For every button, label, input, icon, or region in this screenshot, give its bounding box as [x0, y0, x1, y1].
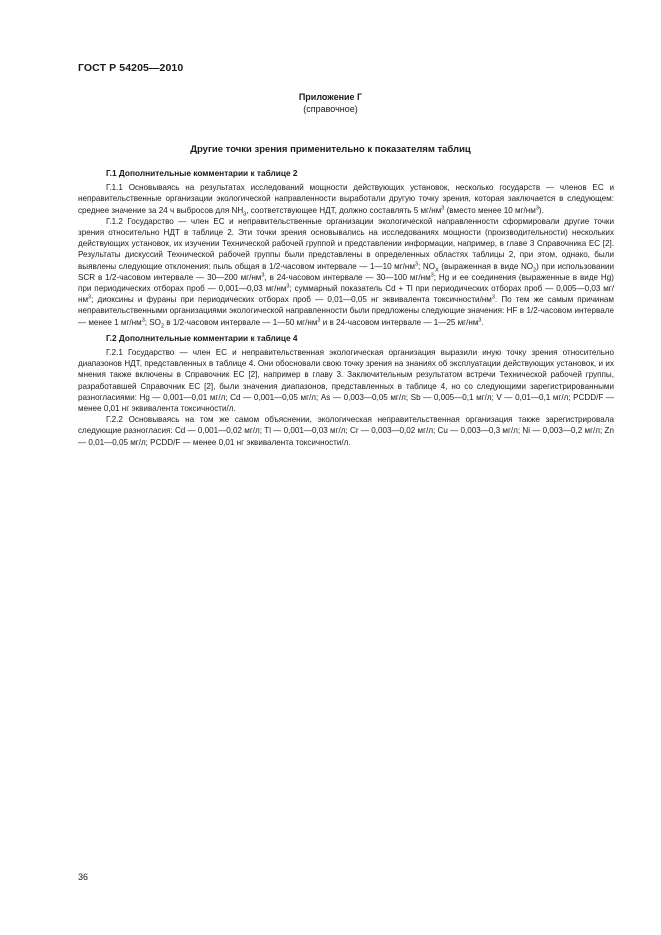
- paragraph-g1-2: Г.1.2 Государство — член ЕС и неправительственные организации экологической направленности сформировали другие точки зрения относительно НДТ в таблице 2. Эти точки зрения основывались на исследованиях мощности (производительности) нескольких действующих установок, их изучении Технической рабочей группой и представлении информации, например, в главе 3 Справочника ЕС [2]. Результаты дискуссий Технической рабочей группы были представлены в определенных областях таблицы 2, при этом, однако, были выявлены следующие отклонения: пыль общая в 1/2-часовом интервале — 1—10 $мг/нм^3$; $NO_X$ (выраженная в виде $NO_2$) при использовании SCR в 1/2-часовом интервале — 30—200 $мг/нм^3$, в 24-часовом интервале — 30—100 $мг/нм^3$; Hg и ее соединения (выраженные в виде Hg) при периодических отборах проб — 0,001—0,03 $мг/нм^3$; суммарный показатель Cd + Tl при периодических отборах проб — 0,005—0,03 $мг/нм^3$; диоксины и фураны при периодических отборах проб — 0,01—0,05 нг эквивалента токсичности/$нм^3$. По тем же самым причинам неправительственными организациями экологической направленности были предложены следующие значения: HF в 1/2-часовом интервале — менее 1 $мг/нм^3$; $SO_2$ в 1/2-часовом интервале — 1—50 $мг/нм^3$ и в 24-часовом интервале — 1—25 $мг/нм^3$.: [78, 216, 614, 330]
- section-heading-g1: Г.1 Дополнительные комментарии к таблице 2: [106, 168, 298, 178]
- appendix-subtitle: (справочное): [303, 104, 358, 114]
- paragraph-g2-2: Г.2.2 Основываясь на том же самом объяснении, экологическая неправительственная организация также зарегистрировала следующие разногласия: Cd — 0,001—0,02 мг/л; Tl — 0,001—0,03 мг/л; Cr — 0,003—0,02 мг/л; Cu — 0,003—0,3 мг/л; Ni — 0,003—0,2 мг/л; Zn — 0,01—0,05 мг/л; PCDD/F — менее 0,01 нг эквивалента токсичности/л.: [78, 415, 614, 447]
- appendix-title: Приложение Г: [298, 92, 363, 102]
- document-code: ГОСТ Р 54205—2010: [78, 62, 184, 74]
- section-heading-g2: Г.2 Дополнительные комментарии к таблице 4: [106, 332, 298, 343]
- page-title: Другие точки зрения применительно к показателям таблиц: [190, 144, 471, 155]
- paragraph-g2-1: Г.2.1 Государство — член ЕС и неправительственная экологическая организация выразили иную точку зрения относительно диапазонов НДТ, представленных в таблице 4. Они обосновали свою точку зрения на знаниях об эксплуатации действующих установок, и их мнения также включены в Справочник ЕС [2], например в главу 3. Заключительным результатом встречи Технической рабочей группы, разработавшей Справочник ЕС [2], были значения диапазонов, представленных в таблице 4, но со следующими зарегистрированными разногласиями: Hg — 0,001—0,01 мг/л; Cd — 0,001—0,05 мг/л; As — 0,003—0,05 мг/л; Sb — 0,005—0,1 мг/л; V — 0,01—0,1 мг/л; PCDD/F — менее 0,01 нг эквивалента токсичности/л.: [78, 348, 614, 414]
- appendix-heading: [0, 91, 661, 115]
- document-body: [78, 168, 614, 448]
- paragraph-g1-1: Г.1.1 Основываясь на результатах исследований мощности действующих установок, несколько государств — членов ЕС и неправительственные организации экологической направленности выработали другую точку зрения, которая заключается в следующем: среднее значение за 24 ч выбросов для $NH_3$, соответствующее НДТ, должно составлять 5 $мг/нм^3$ (вместо менее 10 $мг/нм^3$).: [78, 183, 614, 218]
- page-number: 36: [78, 872, 89, 882]
